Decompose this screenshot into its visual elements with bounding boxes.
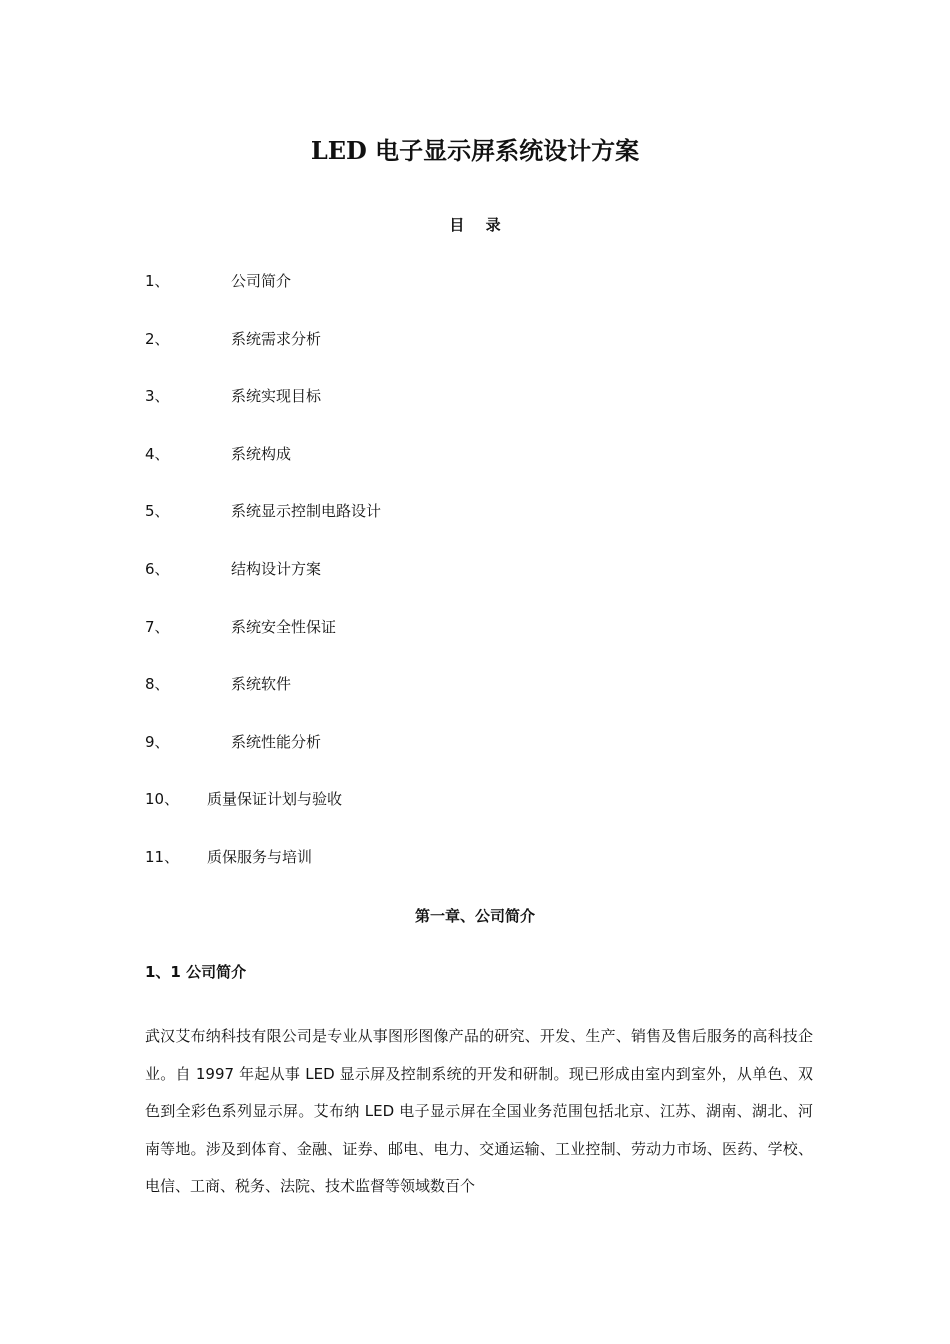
toc-label: 质量保证计划与验收 (207, 790, 343, 809)
toc-number: 7、 (145, 617, 170, 636)
toc-label: 质保服务与培训 (207, 847, 313, 866)
toc-label: 系统安全性保证 (231, 617, 337, 636)
section-heading: 1、1 公司简介 (145, 963, 247, 981)
toc-label: 系统实现目标 (231, 387, 322, 406)
toc-number: 5、 (145, 502, 170, 521)
toc-number: 3、 (145, 387, 170, 406)
table-of-contents (145, 269, 845, 903)
toc-number: 1、 (145, 272, 170, 290)
toc-label: 结构设计方案 (231, 559, 322, 578)
toc-item-7 (145, 615, 845, 673)
toc-label: 系统显示控制电路设计 (231, 502, 382, 521)
toc-label: 系统软件 (231, 675, 292, 694)
toc-number: 11、 (145, 847, 180, 866)
chapter-heading: 第一章、公司简介 (414, 907, 535, 925)
toc-item-4 (145, 442, 845, 500)
toc-item-1 (145, 269, 845, 327)
toc-label: 系统性能分析 (231, 732, 322, 751)
toc-label: 系统构成 (231, 444, 292, 463)
toc-item-8 (145, 672, 845, 730)
toc-item-11 (145, 845, 845, 903)
toc-item-10 (145, 787, 845, 845)
toc-heading: 目 录 (449, 216, 509, 234)
toc-number: 8、 (145, 675, 170, 694)
toc-number: 10、 (145, 790, 180, 809)
toc-item-9 (145, 730, 845, 788)
toc-number: 2、 (145, 329, 170, 348)
toc-item-6 (145, 557, 845, 615)
toc-number: 9、 (145, 732, 170, 751)
company-intro-paragraph: 武汉艾布纳科技有限公司是专业从事图形图像产品的研究、开发、生产、销售及售后服务的高科技企业。自 1997 年起从事 LED 显示屏及控制系统的开发和研制。现已形成由室内到室外，从单色、双色到全彩色系列显示屏。艾布纳 LED 电子显示屏在全国业务范围包括北京、江苏、湖南、湖北、河南等地。涉及到体育、金融、证券、邮电、电力、交通运输、工业控制、劳动力市场、医药、学校、电信、工商、税务、法院、技术监督等领域数百个 (145, 1027, 813, 1195)
document-title: LED 电子显示屏系统设计方案 (310, 136, 640, 165)
toc-label: 系统需求分析 (231, 329, 322, 348)
toc-number: 4、 (145, 444, 170, 463)
toc-item-3 (145, 384, 845, 442)
toc-item-2 (145, 327, 845, 385)
toc-item-5 (145, 499, 845, 557)
toc-label: 公司简介 (231, 272, 292, 290)
toc-number: 6、 (145, 559, 170, 578)
